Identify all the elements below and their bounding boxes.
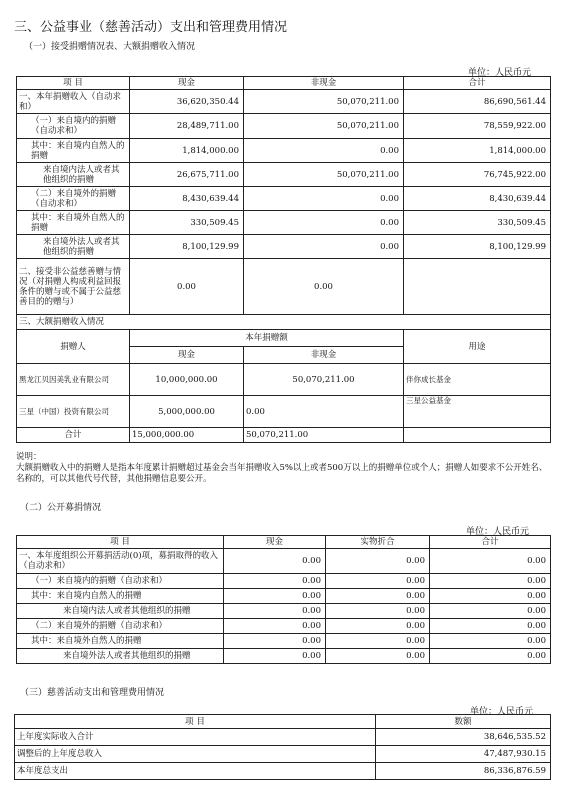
cell-total: 86,690,561.44 [404, 90, 551, 114]
cell-total: 330,509.45 [404, 211, 551, 235]
cell-total: 76,745,922.00 [404, 163, 551, 187]
cell-cash: 330,509.45 [130, 211, 244, 235]
cell-cash: 26,675,711.00 [130, 163, 244, 187]
cell-cash: 0.00 [224, 549, 326, 574]
row-label: 来自境内法人或者其他组织的捐赠 [17, 163, 130, 187]
header-total: 合计 [430, 536, 551, 549]
row-label: 一、本年度组织公开募捐活动(0)项，募捐取得的收入（自动求和） [17, 549, 224, 574]
total-purpose-empty [404, 428, 551, 443]
header-cash: 现金 [224, 536, 326, 549]
row-label: 调整后的上年度总收入 [15, 746, 376, 763]
header-amount: 数额 [376, 715, 551, 729]
cell-amount: 86,336,876.59 [376, 763, 551, 780]
table-row [15, 746, 551, 763]
table-row [17, 549, 551, 574]
cell-total [404, 259, 551, 315]
table-row [17, 649, 551, 664]
table-row [17, 589, 551, 604]
note-text: 大额捐赠收入中的捐赠人是指本年度累计捐赠超过基金会当年捐赠收入5%以上或者500万以上的捐赠单位或个人；捐赠人如要求不公开姓名、名称的，可以其他代号代替，其他捐赠信息要公开。 [16, 463, 548, 484]
table-row [17, 396, 551, 428]
row-label: （二）来自境外的捐赠（自动求和） [17, 619, 224, 634]
cell-cash: 8,430,639.44 [130, 187, 244, 211]
row-label: 本年度总支出 [15, 763, 376, 780]
header-purpose: 用途 [404, 330, 551, 364]
donor-name: 黑龙江贝因美乳业有限公司 [17, 364, 130, 396]
header-year-amount: 本年捐赠额 [130, 330, 404, 347]
table-row [17, 259, 551, 315]
cell-inkind: 0.00 [326, 589, 430, 604]
cell-cash: 28,489,711.00 [130, 114, 244, 139]
cell-noncash: 0.00 [244, 235, 404, 259]
table-row [15, 763, 551, 780]
cell-noncash: 0.00 [244, 139, 404, 163]
header-donor: 捐赠人 [17, 330, 130, 364]
cell-cash: 0.00 [224, 604, 326, 619]
table-row [17, 163, 551, 187]
cell-noncash: 50,070,211.00 [244, 364, 404, 396]
table-row [17, 114, 551, 139]
table-row [17, 604, 551, 619]
row-label: 来自境内法人或者其他组织的捐赠 [17, 604, 224, 619]
donation-purpose: 伴你成长基金 [404, 364, 551, 396]
donor-name: 三星（中国）投资有限公司 [17, 396, 130, 428]
table-row [17, 187, 551, 211]
section2-unit: 单位：人民币元 [466, 527, 530, 537]
row-label: 其中：来自境外自然人的捐赠 [17, 211, 130, 235]
cell-total: 8,100,129.99 [404, 235, 551, 259]
table-row [17, 619, 551, 634]
row-label: 其中：来自境内自然人的捐赠 [17, 589, 224, 604]
cell-total: 0.00 [430, 649, 551, 664]
table-row [17, 211, 551, 235]
cell-noncash: 50,070,211.00 [244, 90, 404, 114]
row-label: （二）来自境外的捐赠（自动求和） [17, 187, 130, 211]
header-total: 合计 [404, 77, 551, 90]
table-row [17, 574, 551, 589]
total-label: 合计 [17, 428, 130, 443]
cell-total: 0.00 [430, 604, 551, 619]
cell-noncash: 0.00 [244, 396, 404, 428]
page-heading: 三、公益事业（慈善活动）支出和管理费用情况 [14, 20, 288, 35]
cell-total: 8,430,639.44 [404, 187, 551, 211]
cell-cash: 1,814,000.00 [130, 139, 244, 163]
donation-purpose: 三星公益基金 [404, 396, 551, 428]
row-label: （一）来自境内的捐赠（自动求和） [17, 114, 130, 139]
cell-total: 0.00 [430, 589, 551, 604]
table-row [17, 139, 551, 163]
cell-inkind: 0.00 [326, 634, 430, 649]
table-row [17, 90, 551, 114]
cell-cash: 0.00 [224, 619, 326, 634]
header-item: 项 目 [17, 77, 130, 90]
total-cash: 15,000,000.00 [130, 428, 244, 443]
section2-title: （二）公开募捐情况 [20, 503, 102, 513]
row-label: 二、接受非公益慈善赠与情况（对捐赠人构成利益回报条件的赠与或不属于公益慈善目的的赠与） [17, 259, 130, 315]
cell-cash: 0.00 [224, 589, 326, 604]
note-title: 说明： [16, 452, 42, 462]
cell-noncash: 0.00 [244, 259, 404, 315]
cell-amount: 38,646,535.52 [376, 729, 551, 746]
row-label: 一、本年捐赠收入（自动求和） [17, 90, 130, 114]
charity-expense-table [14, 714, 551, 780]
section1-title: （一）接受捐赠情况表、大额捐赠收入情况 [24, 42, 196, 52]
cell-noncash: 0.00 [244, 211, 404, 235]
table-row [17, 364, 551, 396]
donation-table [16, 76, 551, 443]
cell-cash: 36,620,350.44 [130, 90, 244, 114]
header-big-cash: 现金 [130, 347, 244, 364]
cell-total: 0.00 [430, 549, 551, 574]
table-row-total [17, 428, 551, 443]
cell-cash: 10,000,000.00 [130, 364, 244, 396]
row-label: 来自境外法人或者其他组织的捐赠 [17, 649, 224, 664]
total-noncash: 50,070,211.00 [244, 428, 404, 443]
cell-total: 1,814,000.00 [404, 139, 551, 163]
cell-total: 0.00 [430, 634, 551, 649]
cell-inkind: 0.00 [326, 619, 430, 634]
row-label: 来自境外法人或者其他组织的捐赠 [17, 235, 130, 259]
row-label: 其中：来自境内自然人的捐赠 [17, 139, 130, 163]
cell-amount: 47,487,930.15 [376, 746, 551, 763]
cell-cash: 8,100,129.99 [130, 235, 244, 259]
header-noncash: 非现金 [244, 77, 404, 90]
header-cash: 现金 [130, 77, 244, 90]
cell-inkind: 0.00 [326, 574, 430, 589]
cell-cash: 5,000,000.00 [130, 396, 244, 428]
header-item: 项 目 [15, 715, 376, 729]
cell-cash: 0.00 [224, 649, 326, 664]
cell-inkind: 0.00 [326, 549, 430, 574]
cell-total: 0.00 [430, 619, 551, 634]
cell-noncash: 0.00 [244, 187, 404, 211]
cell-total: 78,559,922.00 [404, 114, 551, 139]
cell-cash: 0.00 [224, 574, 326, 589]
header-big-noncash: 非现金 [244, 347, 404, 364]
table-row [17, 235, 551, 259]
header-item: 项 目 [17, 536, 224, 549]
cell-total: 0.00 [430, 574, 551, 589]
public-fundraising-table [16, 535, 551, 664]
row-label: （一）来自境内的捐赠（自动求和） [17, 574, 224, 589]
table-row [17, 634, 551, 649]
cell-inkind: 0.00 [326, 604, 430, 619]
section3-unit: 单位：人民币元 [470, 707, 534, 717]
section1-unit: 单位：人民币元 [468, 68, 532, 78]
big-donation-title: 三、大额捐赠收入情况 [17, 315, 551, 330]
cell-cash: 0.00 [130, 259, 244, 315]
table-row [15, 729, 551, 746]
row-label: 上年度实际收入合计 [15, 729, 376, 746]
row-label: 其中：来自境外自然人的捐赠 [17, 634, 224, 649]
section3-title: （三）慈善活动支出和管理费用情况 [20, 688, 165, 698]
cell-noncash: 50,070,211.00 [244, 163, 404, 187]
cell-noncash: 50,070,211.00 [244, 114, 404, 139]
cell-cash: 0.00 [224, 634, 326, 649]
header-inkind: 实物折合 [326, 536, 430, 549]
cell-inkind: 0.00 [326, 649, 430, 664]
